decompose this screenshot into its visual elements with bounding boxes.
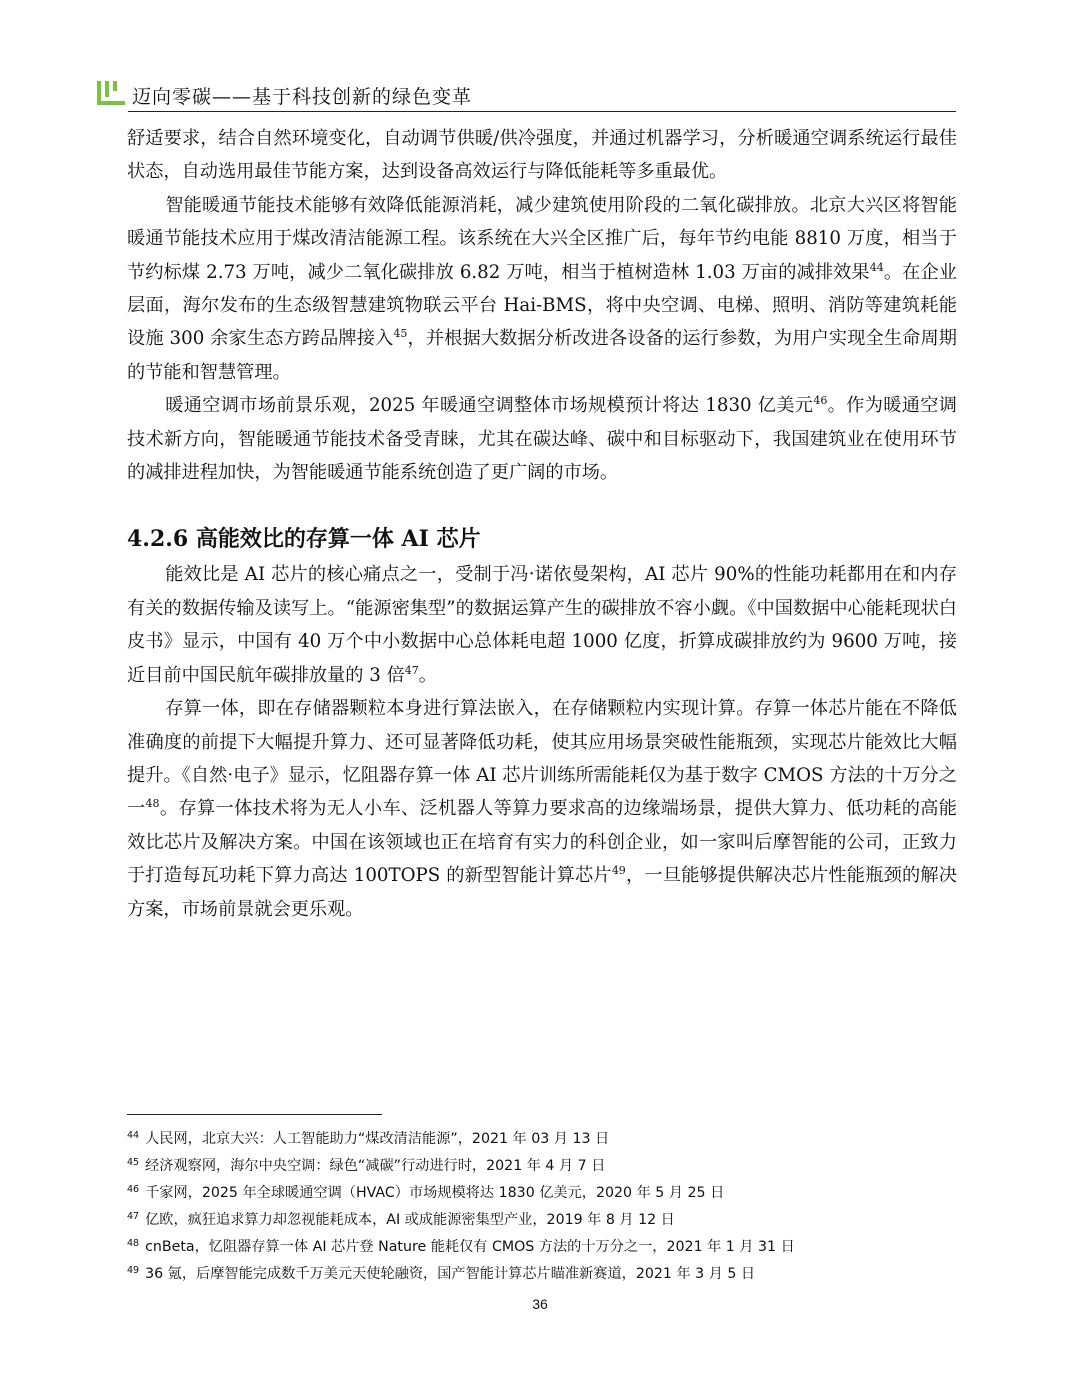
footnote-text: 人民网，北京大兴：人工智能助力“煤改清洁能源”，2021 年 03 月 13 日 [145, 1131, 610, 1147]
footnote-ref-47[interactable]: 47 [404, 663, 419, 677]
footnote-number: 47 [127, 1211, 140, 1222]
footnote-ref-48[interactable]: 48 [145, 797, 160, 811]
footnote-text: cnBeta，忆阻器存算一体 AI 芯片登 Nature 能耗仅有 CMOS 方法的十万分之一，2021 年 1 月 31 日 [145, 1239, 795, 1255]
footnote-48 [127, 1232, 957, 1259]
paragraph-text: 。 [418, 664, 437, 686]
paragraph-text: 暖通空调市场前景乐观，2025 年暖通空调整体市场规模预计将达 1830 亿美元 [165, 395, 814, 417]
report-logo-icon [96, 78, 126, 108]
paragraph-energy-efficiency [127, 558, 957, 692]
footnote-text: 千家网，2025 年全球暖通空调（HVAC）市场规模将达 1830 亿美元，2020 年 5 月 25 日 [145, 1185, 725, 1201]
footnote-text: 36 氪，后摩智能完成数千万美元天使轮融资，国产智能计算芯片瞄准新赛道，2021 年 3 月 5 日 [145, 1266, 756, 1282]
footnote-text: 经济观察网，海尔中央空调：绿色“减碳”行动进行时，2021 年 4 月 7 日 [145, 1158, 606, 1174]
paragraph-hvac-market [127, 389, 957, 489]
paragraph-text: 存算一体，即在存储器颗粒本身进行算法嵌入，在存储颗粒内实现计算。存算一体芯片能在不降低准确度的前提下大幅提升算力、还可显著降低功耗，使其应用场景突破性能瓶颈，实现芯片能效比大幅提升。《自然·电子》显示，忆阻器存算一体 AI 芯片训练所需能耗仅为基于数字 CMOS 方法的十万分之一 [127, 698, 957, 820]
page-body [127, 122, 957, 926]
footnotes [127, 1124, 957, 1286]
footnote-text: 亿欧，疯狂追求算力却忽视能耗成本，AI 或成能源密集型产业，2019 年 8 月 12 日 [145, 1212, 675, 1228]
footnote-45 [127, 1151, 957, 1178]
paragraph-text: ，一旦能够提供解决芯片性能瓶颈的解决方案，市场前景就会更乐观。 [127, 865, 957, 920]
footnote-number: 49 [127, 1265, 140, 1276]
page-header [96, 78, 956, 112]
paragraph-text: ，并根据大数据分析改进各设备的运行参数，为用户实现全生命周期的节能和智慧管理。 [127, 328, 957, 383]
footnote-49 [127, 1259, 957, 1286]
paragraph-smart-hvac [127, 189, 957, 389]
section-heading: 4.2.6 高能效比的存算一体 AI 芯片 [127, 526, 481, 553]
page-number: 36 [532, 1296, 548, 1312]
footnote-divider [127, 1114, 382, 1115]
footnote-ref-45[interactable]: 45 [393, 327, 408, 341]
header-divider [128, 111, 956, 112]
paragraph-text: 。在企业层面，海尔发布的生态级智慧建筑物联云平台 Hai-BMS，将中央空调、电梯、照明、消防等建筑耗能设施 300 余家生态方跨品牌接入 [127, 261, 957, 350]
paragraph-continued: 舒适要求，结合自然环境变化，自动调节供暖/供冷强度，并通过机器学习，分析暖通空调系统运行最佳状态，自动选用最佳节能方案，达到设备高效运行与降低能耗等多重最优。 [127, 128, 957, 183]
paragraph-compute-in-memory [127, 692, 957, 926]
footnote-number: 46 [127, 1184, 140, 1195]
paragraph-text: 智能暖通节能技术能够有效降低能源消耗，减少建筑使用阶段的二氧化碳排放。北京大兴区将智能暖通节能技术应用于煤改清洁能源工程。该系统在大兴全区推广后，每年节约电能 8810 万度，相当于节约标煤 2.73 万吨，减少二氧化碳排放 6.82 万吨，相当于植树造林 1.03 万亩的减排效果 [127, 194, 957, 283]
footnote-number: 44 [127, 1130, 140, 1141]
paragraph-text: 。作为暖通空调技术新方向，智能暖通节能技术备受青睐，尤其在碳达峰、碳中和目标驱动下，我国建筑业在使用环节的减排进程加快，为智能暖通节能系统创造了更广阔的市场。 [127, 395, 957, 484]
footnote-47 [127, 1205, 957, 1232]
footnote-ref-44[interactable]: 44 [869, 260, 884, 274]
footnote-46 [127, 1178, 957, 1205]
footnote-ref-46[interactable]: 46 [813, 394, 828, 408]
header-title: 迈向零碳——基于科技创新的绿色变革 [132, 86, 473, 108]
footnote-ref-49[interactable]: 49 [611, 864, 626, 878]
paragraph-text: 。存算一体技术将为无人小车、泛机器人等算力要求高的边缘端场景，提供大算力、低功耗的高能效比芯片及解决方案。中国在该领域也正在培育有实力的科创企业，如一家叫后摩智能的公司，正致力于打造每瓦功耗下算力高达 100TOPS 的新型智能计算芯片 [127, 798, 957, 887]
paragraph-text: 能效比是 AI 芯片的核心痛点之一，受制于冯·诺依曼架构，AI 芯片 90%的性能功耗都用在和内存有关的数据传输及读写上。“能源密集型”的数据运算产生的碳排放不容小觑。《中国数据中心能耗现状白皮书》显示，中国有 40 万个中小数据中心总体耗电超 1000 亿度，折算成碳排放约为 9600 万吨，接近目前中国民航年碳排放量的 3 倍 [127, 564, 957, 686]
footnote-number: 45 [127, 1157, 140, 1168]
footnote-44 [127, 1124, 957, 1151]
footnote-number: 48 [127, 1238, 140, 1249]
